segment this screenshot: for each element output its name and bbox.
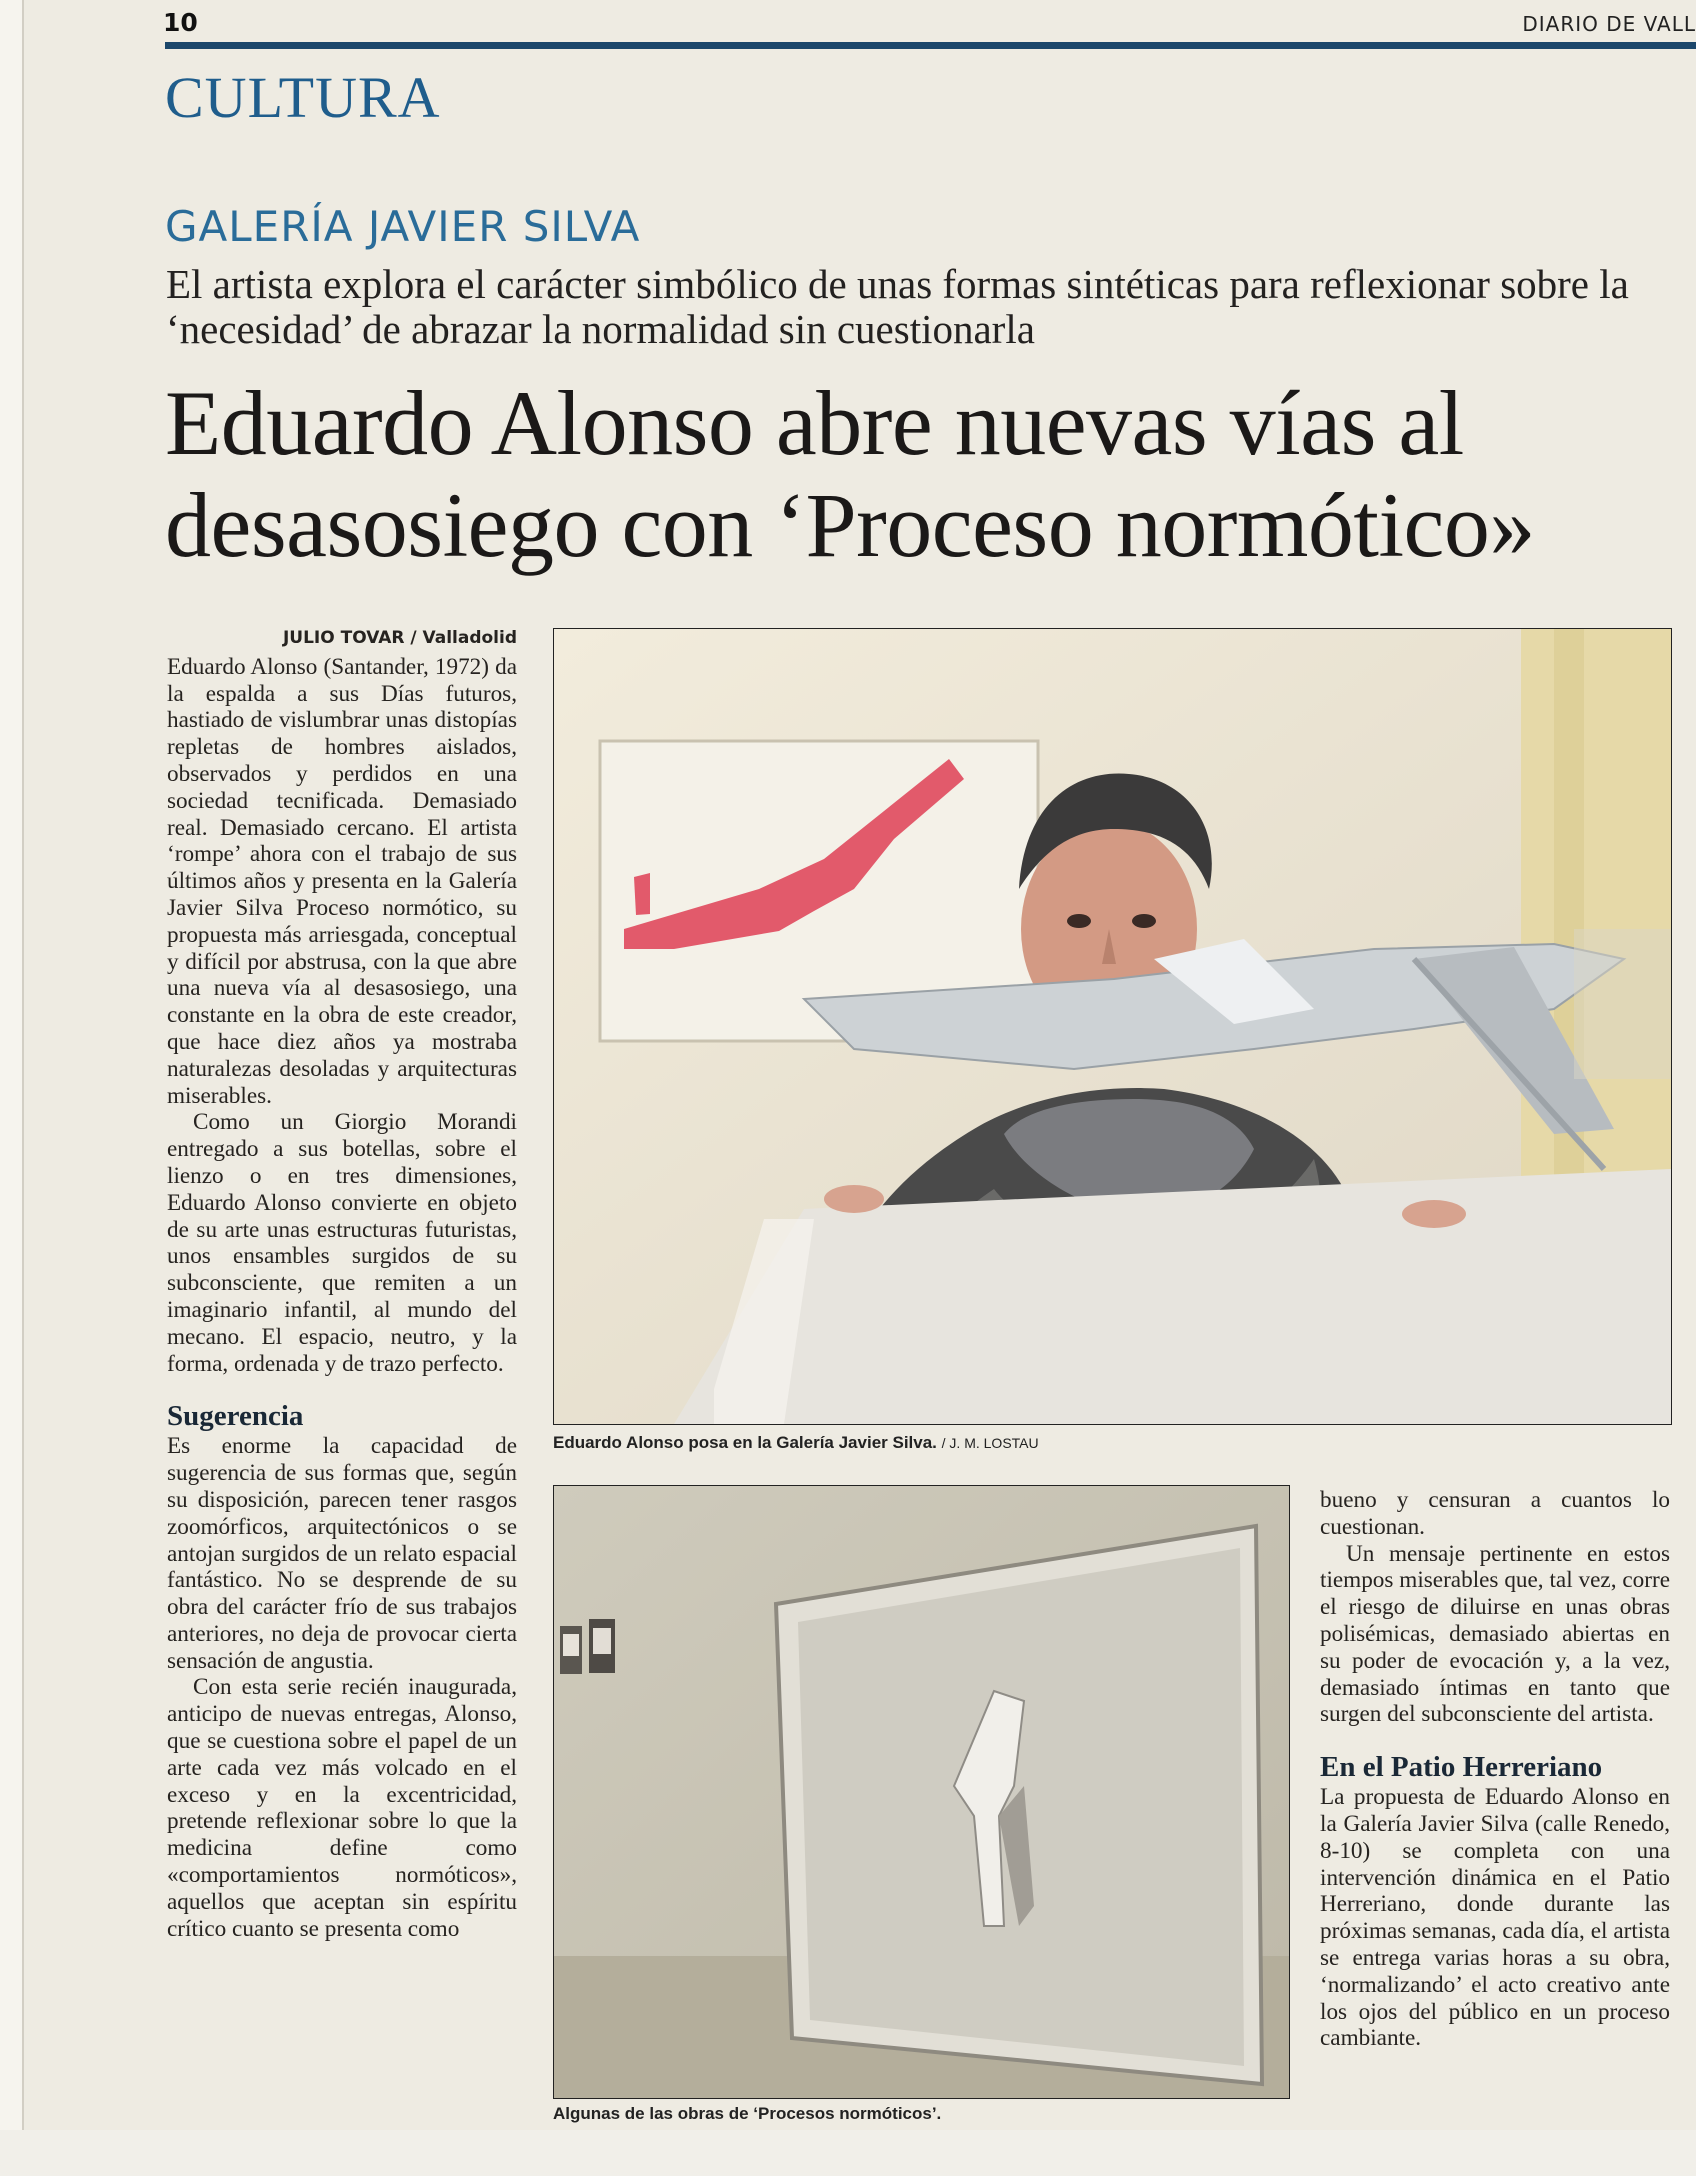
subhead-patio-herreriano: En el Patio Herreriano	[1320, 1751, 1603, 1784]
publication-name: DIARIO DE VALL	[1522, 12, 1696, 36]
article-subtitle: El artista explora el carácter simbólico de unas formas sintéticas para reflexionar sobre la ‘necesidad’ de abrazar la normalidad sin cuestionarla	[166, 261, 1629, 352]
body-paragraph: Un mensaje pertinente en estos tiempos miserables que, tal vez, corre el riesgo de diluirse en unas obras polisémicas, demasiado abiertas en su poder de evocación y, a la vez, demasiado íntimas en tanto que surgen del subconsciente del artista.	[1320, 1540, 1670, 1728]
body-paragraph: Es enorme la capacidad de sugerencia de sus formas que, según su disposición, parecen tener rasgos zoomórficos, arquitectónicos o se antojan surgidos de un relato espacial fantástico. No se desprende de su obra del carácter frío de sus trabajos anteriores, no deja de provocar cierta sensación de angustia.	[167, 1433, 517, 1674]
artist-portrait-image	[554, 629, 1671, 1424]
body-paragraph: Con esta serie recién inaugurada, anticipo de nuevas entregas, Alonso, que se cuestiona sobre el papel de un arte cada vez más volcado en el exceso y en la excentricidad, pretende reflexionar sobre lo que la medicina define como «comportamientos normóticos», aquellos que aceptan sin espíritu crítico cuanto se presenta como	[167, 1674, 517, 1942]
body-paragraph: Como un Giorgio Morandi entregado a sus botellas, sobre el lienzo o en tres dimensiones, Eduardo Alonso convierte en objeto de su arte unas estructuras futuristas, unos ensambles surgidos de su subconsciente, que remiten a un imaginario infantil, al mundo del mecano. El espacio, neutro, y la forma, ordenada y de trazo perfecto.	[167, 1109, 517, 1377]
header-rule	[165, 42, 1696, 49]
photo-caption-1	[553, 1433, 1039, 1453]
subhead-sugerencia: Sugerencia	[167, 1400, 304, 1433]
body-paragraph: La propuesta de Eduardo Alonso en la Galería Javier Silva (calle Renedo, 8-10) se completa con una intervención dinámica en el Patio Herreriano, donde durante las próximas semanas, cada día, el artista se entrega varias horas a su obra, ‘normalizando’ el acto creativo ante los ojos del público en un proceso cambiante.	[1320, 1784, 1670, 2052]
article-right-column	[1320, 1487, 1670, 2052]
body-paragraph: bueno y censuran a cuantos lo cuestionan.	[1320, 1487, 1670, 1540]
article-kicker: GALERÍA JAVIER SILVA	[165, 202, 641, 251]
body-paragraph: Eduardo Alonso (Santander, 1972) da la espalda a sus Días futuros, hastiado de vislumbrar unas distopías repletas de hombres aislados, observados y perdidos en una sociedad tecnificada. Demasiado real. Demasiado cercano. El artista ‘rompe’ ahora con el trabajo de sus últimos años y presenta en la Galería Javier Silva Proceso normótico, su propuesta más arriesgada, conceptual y difícil por abstrusa, con la que abre una nueva vía al desasosiego, una constante en la obra de este creador, que hace diez años ya mostraba naturalezas desoladas y arquitecturas miserables.	[167, 653, 517, 1109]
artworks-image	[554, 1486, 1289, 2098]
page-bottom-margin	[0, 2130, 1696, 2176]
photo-credit: / J. M. LOSTAU	[941, 1435, 1039, 1451]
page-number: 10	[163, 8, 198, 37]
article-left-column	[167, 625, 517, 1942]
photo-artist-portrait	[553, 628, 1672, 1425]
photo-artworks	[553, 1485, 1290, 2099]
byline: JULIO TOVAR / Valladolid	[282, 628, 517, 648]
photo-caption-2: Algunas de las obras de ‘Procesos normóticos’.	[553, 2104, 942, 2123]
page-binding-edge	[0, 0, 24, 2176]
article-headline: Eduardo Alonso abre nuevas vías al desasosiego con ‘Proceso normótico»	[165, 372, 1535, 576]
caption-text: Eduardo Alonso posa en la Galería Javier Silva.	[553, 1433, 937, 1452]
section-title: CULTURA	[165, 65, 441, 130]
